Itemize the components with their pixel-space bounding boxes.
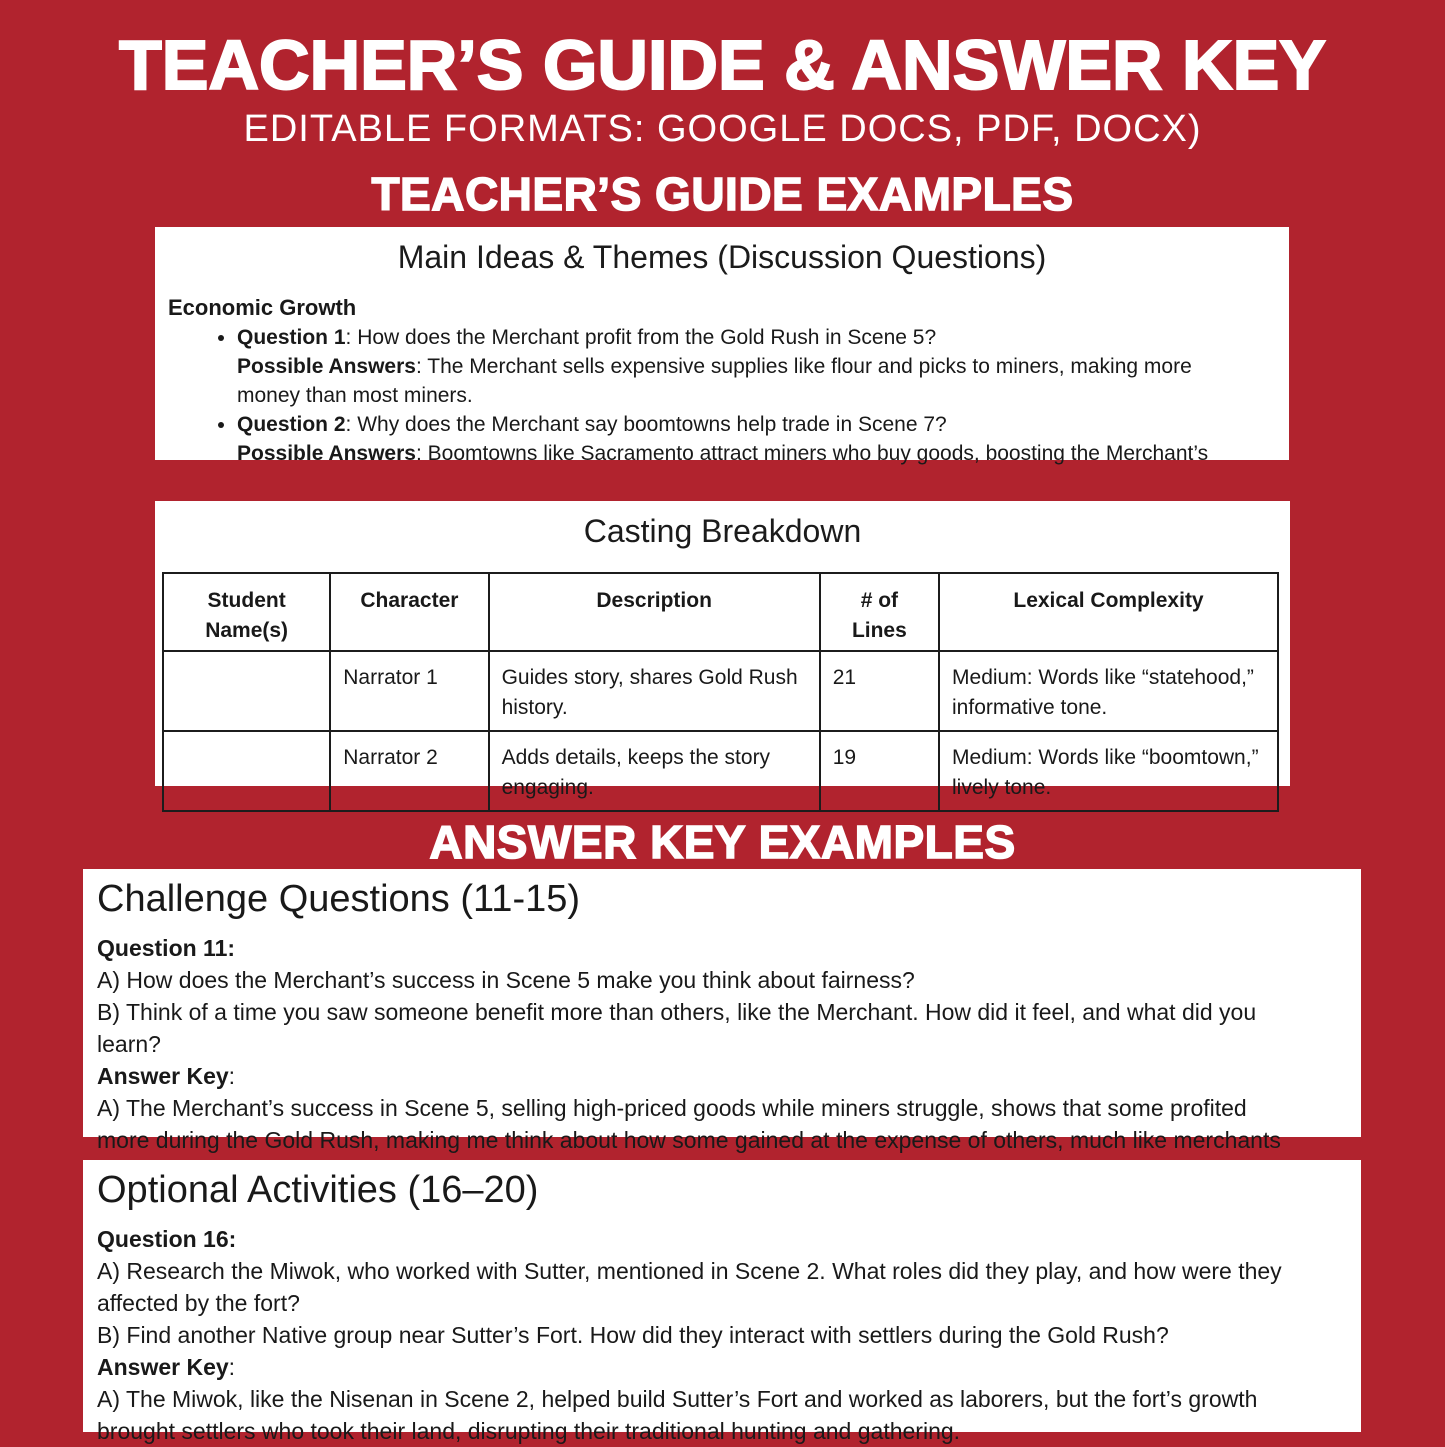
table-row [163, 651, 1278, 731]
cell-lexical: Medium: Words like “statehood,” informative tone. [939, 651, 1278, 731]
text-line: Question 11: [97, 935, 236, 961]
cell-character: Narrator 1 [330, 651, 488, 731]
text-line: affected by the fort? [97, 1290, 300, 1316]
text-line-clipped: brought settlers who took their land, disrupting their traditional hunting and gathering. [97, 1418, 961, 1444]
main-ideas-panel [155, 227, 1289, 465]
section-answer-key-examples: ANSWER KEY EXAMPLES [429, 816, 1016, 868]
col-lexical-complexity: Lexical Complexity [939, 573, 1278, 651]
optional-activities-panel [83, 1160, 1361, 1444]
question-text: : How does the Merchant profit from the Gold Rush in Scene 5? [345, 326, 937, 349]
answer-label: Possible Answers [237, 355, 416, 378]
answer-line [237, 352, 1279, 381]
text-line: Question 16: [97, 1226, 237, 1252]
cell-character: Narrator 2 [330, 731, 488, 811]
answer-line-2: money than most miners. [237, 384, 473, 407]
text-line-clipped: more during the Gold Rush, making me think about how some gained at the expense of others, much like merchants [97, 1127, 1281, 1153]
page-subtitle: EDITABLE FORMATS: GOOGLE DOCS, PDF, DOCX) [243, 108, 1202, 150]
challenge-questions-title: Challenge Questions (11-15) [97, 878, 581, 920]
casting-breakdown-title: Casting Breakdown [583, 513, 862, 549]
table-row [163, 731, 1278, 811]
cell-student [163, 651, 330, 731]
col-character: Character [330, 573, 488, 651]
table-header-row [163, 573, 1278, 651]
challenge-questions-panel [83, 869, 1361, 1153]
optional-activities-title: Optional Activities (16–20) [97, 1169, 539, 1211]
casting-table [162, 572, 1279, 812]
section-teachers-guide-examples: TEACHER’S GUIDE EXAMPLES [371, 168, 1074, 220]
question-line [237, 323, 1279, 352]
list-item [237, 410, 1279, 468]
text-line: A) Research the Miwok, who worked with Sutter, mentioned in Scene 2. What roles did they play, and how were they [97, 1258, 1282, 1284]
page-title: TEACHER’S GUIDE & ANSWER KEY [119, 26, 1326, 104]
cell-description: Adds details, keeps the story engaging. [489, 731, 820, 811]
question-line [237, 410, 1279, 439]
text-line: B) Think of a time you saw someone benefit more than others, like the Merchant. How did it feel, and what did you [97, 999, 1257, 1025]
col-student-names: Student Name(s) [163, 573, 330, 651]
cell-student [163, 731, 330, 811]
text-line: A) The Miwok, like the Nisenan in Scene 2, helped build Sutter’s Fort and worked as laborers, but the fort’s growth [97, 1386, 1258, 1412]
text-line: A) How does the Merchant’s success in Scene 5 make you think about fairness? [97, 967, 915, 993]
discussion-questions-list [155, 323, 1289, 468]
col-description: Description [489, 573, 820, 651]
answer-line [237, 439, 1279, 468]
casting-breakdown-panel [155, 501, 1290, 799]
cell-description: Guides story, shares Gold Rush history. [489, 651, 820, 731]
answer-label: Possible Answers [237, 442, 416, 465]
text-line: Answer Key: [97, 1354, 236, 1380]
challenge-questions-body [97, 932, 1361, 1156]
list-item [237, 323, 1279, 410]
answer-text: : The Merchant sells expensive supplies like flour and picks to miners, making more [415, 355, 1192, 378]
text-line: Answer Key: [97, 1063, 236, 1089]
cell-lexical: Medium: Words like “boomtown,” lively tone. [939, 731, 1278, 811]
question-label: Question 1 [237, 326, 346, 349]
col-num-lines: # of Lines [820, 573, 939, 651]
cell-num-lines: 21 [820, 651, 939, 731]
optional-activities-body [97, 1223, 1361, 1447]
economic-growth-heading: Economic Growth [168, 295, 357, 320]
text-line: learn? [97, 1031, 161, 1057]
text-line: B) Find another Native group near Sutter’s Fort. How did they interact with settlers during the Gold Rush? [97, 1322, 1169, 1348]
question-label: Question 2 [237, 413, 346, 436]
main-ideas-title: Main Ideas & Themes (Discussion Questions) [397, 239, 1047, 275]
text-line: A) The Merchant’s success in Scene 5, selling high-priced goods while miners struggle, shows that some profited [97, 1095, 1247, 1121]
cell-num-lines: 19 [820, 731, 939, 811]
answer-text: : Boomtowns like Sacramento attract miners who buy goods, boosting the Merchant’s [415, 442, 1209, 465]
question-text: : Why does the Merchant say boomtowns help trade in Scene 7? [345, 413, 947, 436]
